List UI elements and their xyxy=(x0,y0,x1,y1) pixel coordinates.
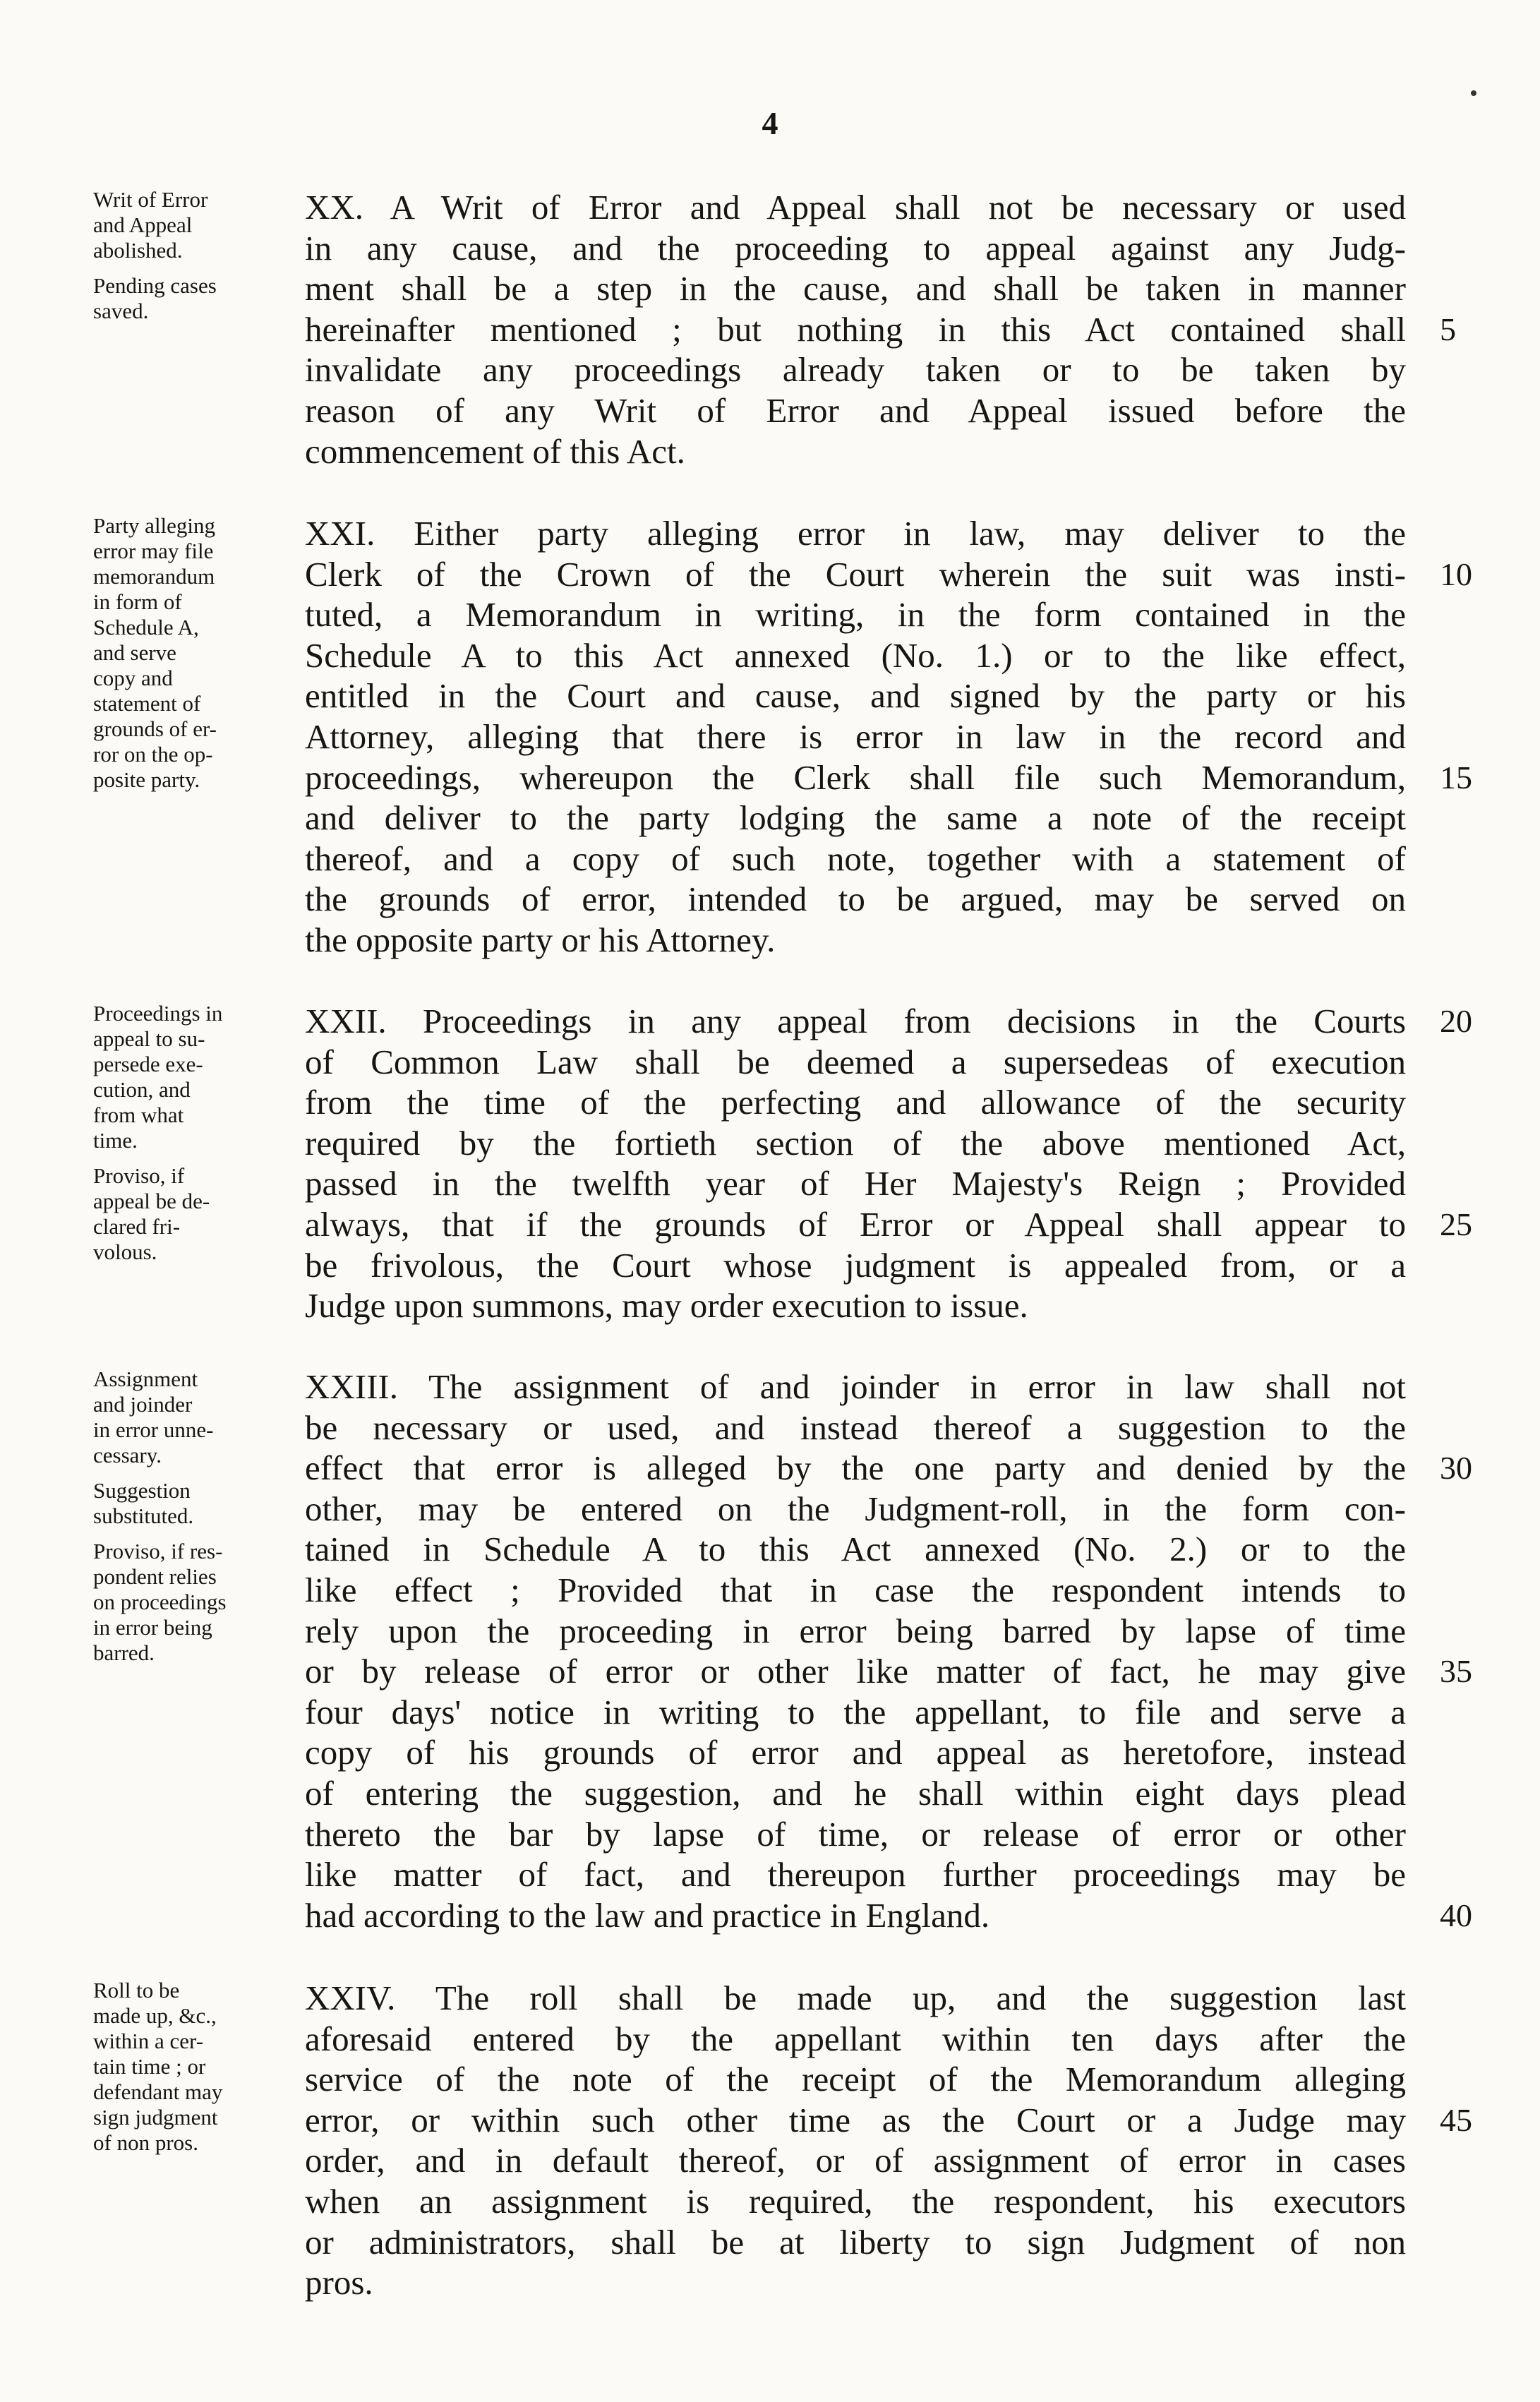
text-line: of Common Law shall be deemed a supersedeas of execution xyxy=(305,1042,1406,1081)
margin-notes xyxy=(93,1978,305,2166)
line-number: 40 xyxy=(1440,1897,1472,1933)
text-line: passed in the twelfth year of Her Majesty's Reign ; Provided xyxy=(305,1164,1406,1203)
margin-note: Proviso, if appeal be de- clared fri- volous. xyxy=(93,1163,210,1264)
printer-dot xyxy=(1471,90,1476,96)
text-line: entitled in the Court and cause, and signed by the party or his xyxy=(305,676,1406,716)
line-number: 45 xyxy=(1440,2101,1472,2138)
margin-note: Pending cases saved. xyxy=(93,273,217,323)
line-number: 20 xyxy=(1440,1003,1472,1039)
section-body xyxy=(305,187,1406,472)
margin-notes xyxy=(93,187,305,334)
text-line: tuted, a Memorandum in writing, in the form contained in the xyxy=(305,595,1406,635)
text-line: invalidate any proceedings already taken or to be taken by xyxy=(305,350,1406,390)
margin-note: Roll to be made up, &c., within a cer- tain time ; or defendant may sign judgment of non pros. xyxy=(93,1978,223,2155)
text-line: the opposite party or his Attorney. xyxy=(305,920,776,959)
margin-note: Assignment and joinder in error unne- cessary. xyxy=(93,1367,214,1467)
text-line: effect that error is alleged by the one party and denied by the xyxy=(305,1448,1406,1488)
page-number: 4 xyxy=(762,105,778,141)
text-line: ment shall be a step in the cause, and shall be taken in manner xyxy=(305,269,1406,308)
text-line: or administrators, shall be at liberty to sign Judgment of non xyxy=(305,2222,1406,2262)
text-line: tained in Schedule A to this Act annexed (No. 2.) or to the xyxy=(305,1530,1406,1569)
line-number: 25 xyxy=(1440,1206,1472,1242)
text-line: XXIII. The assignment of and joinder in error in law shall not xyxy=(305,1367,1406,1406)
text-line: thereto the bar by lapse of time, or release of error or other xyxy=(305,1814,1406,1854)
text-line: order, and in default thereof, or of assignment of error in cases xyxy=(305,2141,1406,2180)
line-number: 30 xyxy=(1440,1450,1472,1487)
text-line: reason of any Writ of Error and Appeal issued before the xyxy=(305,390,1406,430)
text-line: hereinafter mentioned ; but nothing in this Act contained shall xyxy=(305,309,1406,349)
margin-notes xyxy=(93,1367,305,1676)
margin-notes xyxy=(93,1001,305,1275)
line-number: 15 xyxy=(1440,759,1472,795)
text-line: and deliver to the party lodging the same a note of the receipt xyxy=(305,798,1406,838)
text-line: Judge upon summons, may order execution to issue. xyxy=(305,1286,1028,1326)
text-line: XXII. Proceedings in any appeal from decisions in the Courts xyxy=(305,1002,1406,1040)
line-number: 35 xyxy=(1440,1653,1472,1690)
line-number: 10 xyxy=(1440,556,1472,592)
text-line: service of the note of the receipt of the Memorandum alleging xyxy=(305,2060,1406,2099)
text-line: rely upon the proceeding in error being barred by lapse of time xyxy=(305,1611,1406,1650)
margin-note: Party alleging error may file memorandum in form of Schedule A, and serve copy and statement of grounds of er- ror on the op- posite party. xyxy=(93,513,217,792)
text-line: the grounds of error, intended to be argued, may be served on xyxy=(305,879,1406,919)
text-line: pros. xyxy=(305,2263,373,2302)
text-line: or by release of error or other like matter of fact, he may give xyxy=(305,1652,1406,1691)
section-body xyxy=(305,1367,1406,1935)
text-line: from the time of the perfecting and allowance of the security xyxy=(305,1083,1406,1122)
margin-note: Writ of Error and Appeal abolished. xyxy=(93,187,208,263)
text-line: always, that if the grounds of Error or Appeal shall appear to xyxy=(305,1204,1406,1244)
text-line: be frivolous, the Court whose judgment is appealed from, or a xyxy=(305,1245,1406,1285)
text-line: be necessary or used, and instead thereof a suggestion to the xyxy=(305,1407,1406,1447)
text-line: had according to the law and practice in England. xyxy=(305,1895,990,1935)
text-line: of entering the suggestion, and he shall within eight days plead xyxy=(305,1773,1406,1813)
text-line: XX. A Writ of Error and Appeal shall not be necessary or used xyxy=(305,188,1406,227)
text-line: when an assignment is required, the respondent, his executors xyxy=(305,2181,1406,2221)
line-number: 5 xyxy=(1440,311,1456,347)
text-line: XXI. Either party alleging error in law, may deliver to the xyxy=(305,514,1406,553)
text-line: like matter of fact, and thereupon further proceedings may be xyxy=(305,1855,1406,1894)
text-line: other, may be entered on the Judgment-roll, in the form con- xyxy=(305,1489,1406,1528)
margin-notes xyxy=(93,513,305,803)
margin-note: Proceedings in appeal to su- persede exe- cution, and from what time. xyxy=(93,1001,223,1153)
margin-note: Proviso, if res- pondent relies on proceedings in error being barred. xyxy=(93,1539,227,1665)
text-line: Clerk of the Crown of the Court wherein the suit was insti- xyxy=(305,554,1406,594)
text-line: commencement of this Act. xyxy=(305,431,685,471)
text-line: XXIV. The roll shall be made up, and the suggestion last xyxy=(305,1978,1406,2017)
section-body xyxy=(305,1978,1406,2303)
section-body xyxy=(305,513,1406,961)
section-body xyxy=(305,1001,1406,1326)
text-line: like effect ; Provided that in case the respondent intends to xyxy=(305,1570,1406,1609)
text-line: Attorney, alleging that there is error in law in the record and xyxy=(305,716,1406,756)
text-line: proceedings, whereupon the Clerk shall file such Memorandum, xyxy=(305,757,1406,797)
text-line: thereof, and a copy of such note, together with a statement of xyxy=(305,839,1406,878)
text-line: Schedule A to this Act annexed (No. 1.) or to the like effect, xyxy=(305,635,1406,675)
text-line: aforesaid entered by the appellant within ten days after the xyxy=(305,2019,1406,2058)
text-line: required by the fortieth section of the above mentioned Act, xyxy=(305,1123,1406,1163)
margin-note: Suggestion substituted. xyxy=(93,1478,194,1528)
text-line: copy of his grounds of error and appeal as heretofore, instead xyxy=(305,1733,1406,1772)
text-line: four days' notice in writing to the appellant, to file and serve a xyxy=(305,1692,1406,1731)
text-line: in any cause, and the proceeding to appeal against any Judg- xyxy=(305,228,1406,268)
text-line: error, or within such other time as the Court or a Judge may xyxy=(305,2100,1406,2139)
